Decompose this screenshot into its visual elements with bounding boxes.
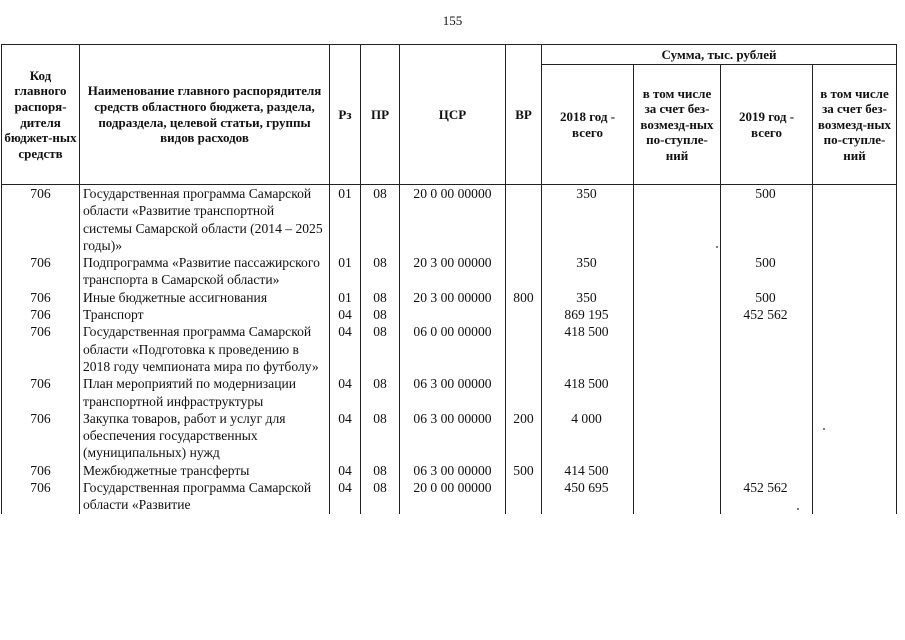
cell-2018-free <box>634 479 721 514</box>
header-2018-total: 2018 год - всего <box>542 65 634 185</box>
cell-pr: 08 <box>361 185 400 255</box>
cell-csr <box>400 306 506 323</box>
cell-rz: 04 <box>330 375 361 410</box>
cell-name: Государственная программа Самарской области «Подготовка к проведению в 2018 году чемпионата мира по футболу» <box>80 323 330 375</box>
cell-csr: 06 3 00 00000 <box>400 462 506 479</box>
cell-2019-total: 452 562 <box>721 479 813 514</box>
table-row <box>2 306 897 323</box>
cell-pr: 08 <box>361 479 400 514</box>
cell-2019-free <box>813 462 897 479</box>
table-row <box>2 289 897 306</box>
cell-code: 706 <box>2 323 80 375</box>
cell-2018-total: 418 500 <box>542 323 634 375</box>
header-sum: Сумма, тыс. рублей <box>542 45 897 65</box>
header-code: Код главного распоря-дителя бюджет-ных средств <box>2 45 80 185</box>
scan-speck <box>797 508 799 510</box>
cell-rz: 04 <box>330 479 361 514</box>
cell-csr: 20 3 00 00000 <box>400 289 506 306</box>
cell-name: План мероприятий по модернизации транспортной инфраструктуры <box>80 375 330 410</box>
cell-pr: 08 <box>361 254 400 289</box>
table-body <box>2 185 897 514</box>
cell-rz: 04 <box>330 462 361 479</box>
cell-2019-total: 452 562 <box>721 306 813 323</box>
cell-code: 706 <box>2 289 80 306</box>
cell-2018-total: 418 500 <box>542 375 634 410</box>
cell-name: Государственная программа Самарской области «Развитие транспортной системы Самарской области (2014 – 2025 годы)» <box>80 185 330 255</box>
cell-pr: 08 <box>361 323 400 375</box>
cell-csr: 06 3 00 00000 <box>400 410 506 462</box>
cell-2019-free <box>813 410 897 462</box>
cell-code: 706 <box>2 375 80 410</box>
cell-2018-total: 350 <box>542 185 634 255</box>
budget-table <box>1 44 897 514</box>
cell-2019-free <box>813 323 897 375</box>
cell-2019-free <box>813 375 897 410</box>
cell-2019-total: 500 <box>721 185 813 255</box>
cell-2018-free <box>634 289 721 306</box>
table-row <box>2 185 897 255</box>
cell-csr: 06 0 00 00000 <box>400 323 506 375</box>
cell-2019-free <box>813 289 897 306</box>
cell-code: 706 <box>2 185 80 255</box>
cell-2018-free <box>634 323 721 375</box>
cell-pr: 08 <box>361 289 400 306</box>
header-csr: ЦСР <box>400 45 506 185</box>
cell-vr <box>506 479 542 514</box>
cell-pr: 08 <box>361 306 400 323</box>
cell-2019-total: 500 <box>721 254 813 289</box>
scan-speck <box>823 428 825 430</box>
table-row <box>2 410 897 462</box>
table-row <box>2 462 897 479</box>
cell-2018-total: 350 <box>542 289 634 306</box>
header-name: Наименование главного распорядителя средств областного бюджета, раздела, подраздела, целевой статьи, группы видов расходов <box>80 45 330 185</box>
cell-vr <box>506 185 542 255</box>
cell-2018-free <box>634 462 721 479</box>
cell-name: Закупка товаров, работ и услуг для обеспечения государственных (муниципальных) нужд <box>80 410 330 462</box>
cell-2019-total <box>721 462 813 479</box>
header-vr: ВР <box>506 45 542 185</box>
cell-code: 706 <box>2 306 80 323</box>
cell-2018-total: 350 <box>542 254 634 289</box>
cell-csr: 20 0 00 00000 <box>400 185 506 255</box>
cell-csr: 20 3 00 00000 <box>400 254 506 289</box>
cell-rz: 04 <box>330 306 361 323</box>
header-pr: ПР <box>361 45 400 185</box>
cell-pr: 08 <box>361 410 400 462</box>
table-row <box>2 254 897 289</box>
cell-2019-total <box>721 323 813 375</box>
cell-pr: 08 <box>361 462 400 479</box>
header-rz: Рз <box>330 45 361 185</box>
cell-2018-free <box>634 306 721 323</box>
cell-rz: 04 <box>330 410 361 462</box>
cell-2019-free <box>813 479 897 514</box>
cell-vr: 800 <box>506 289 542 306</box>
cell-2018-total: 450 695 <box>542 479 634 514</box>
cell-vr <box>506 323 542 375</box>
cell-2019-free <box>813 254 897 289</box>
cell-vr <box>506 375 542 410</box>
cell-2019-free <box>813 185 897 255</box>
cell-name: Подпрограмма «Развитие пассажирского транспорта в Самарской области» <box>80 254 330 289</box>
cell-rz: 01 <box>330 289 361 306</box>
cell-2018-free <box>634 185 721 255</box>
cell-2019-total <box>721 375 813 410</box>
cell-2018-total: 414 500 <box>542 462 634 479</box>
cell-2019-total: 500 <box>721 289 813 306</box>
table-row <box>2 479 897 514</box>
cell-code: 706 <box>2 254 80 289</box>
header-2019-total: 2019 год - всего <box>721 65 813 185</box>
table-row <box>2 375 897 410</box>
cell-2018-total: 869 195 <box>542 306 634 323</box>
cell-code: 706 <box>2 462 80 479</box>
cell-vr <box>506 306 542 323</box>
cell-csr: 20 0 00 00000 <box>400 479 506 514</box>
page-number: 155 <box>442 13 463 28</box>
cell-rz: 04 <box>330 323 361 375</box>
cell-pr: 08 <box>361 375 400 410</box>
cell-vr <box>506 254 542 289</box>
cell-rz: 01 <box>330 254 361 289</box>
cell-2018-free <box>634 375 721 410</box>
cell-2018-total: 4 000 <box>542 410 634 462</box>
cell-2019-total <box>721 410 813 462</box>
cell-2018-free <box>634 254 721 289</box>
scan-speck <box>716 246 718 248</box>
cell-rz: 01 <box>330 185 361 255</box>
table-row <box>2 323 897 375</box>
cell-name: Иные бюджетные ассигнования <box>80 289 330 306</box>
cell-2019-free <box>813 306 897 323</box>
cell-code: 706 <box>2 479 80 514</box>
cell-2018-free <box>634 410 721 462</box>
cell-vr: 500 <box>506 462 542 479</box>
cell-name: Транспорт <box>80 306 330 323</box>
cell-code: 706 <box>2 410 80 462</box>
cell-name: Государственная программа Самарской области «Развитие <box>80 479 330 514</box>
cell-csr: 06 3 00 00000 <box>400 375 506 410</box>
cell-vr: 200 <box>506 410 542 462</box>
header-2019-free: в том числе за счет без-возмезд-ных по-ступле-ний <box>813 65 897 185</box>
header-2018-free: в том числе за счет без-возмезд-ных по-ступле-ний <box>634 65 721 185</box>
cell-name: Межбюджетные трансферты <box>80 462 330 479</box>
